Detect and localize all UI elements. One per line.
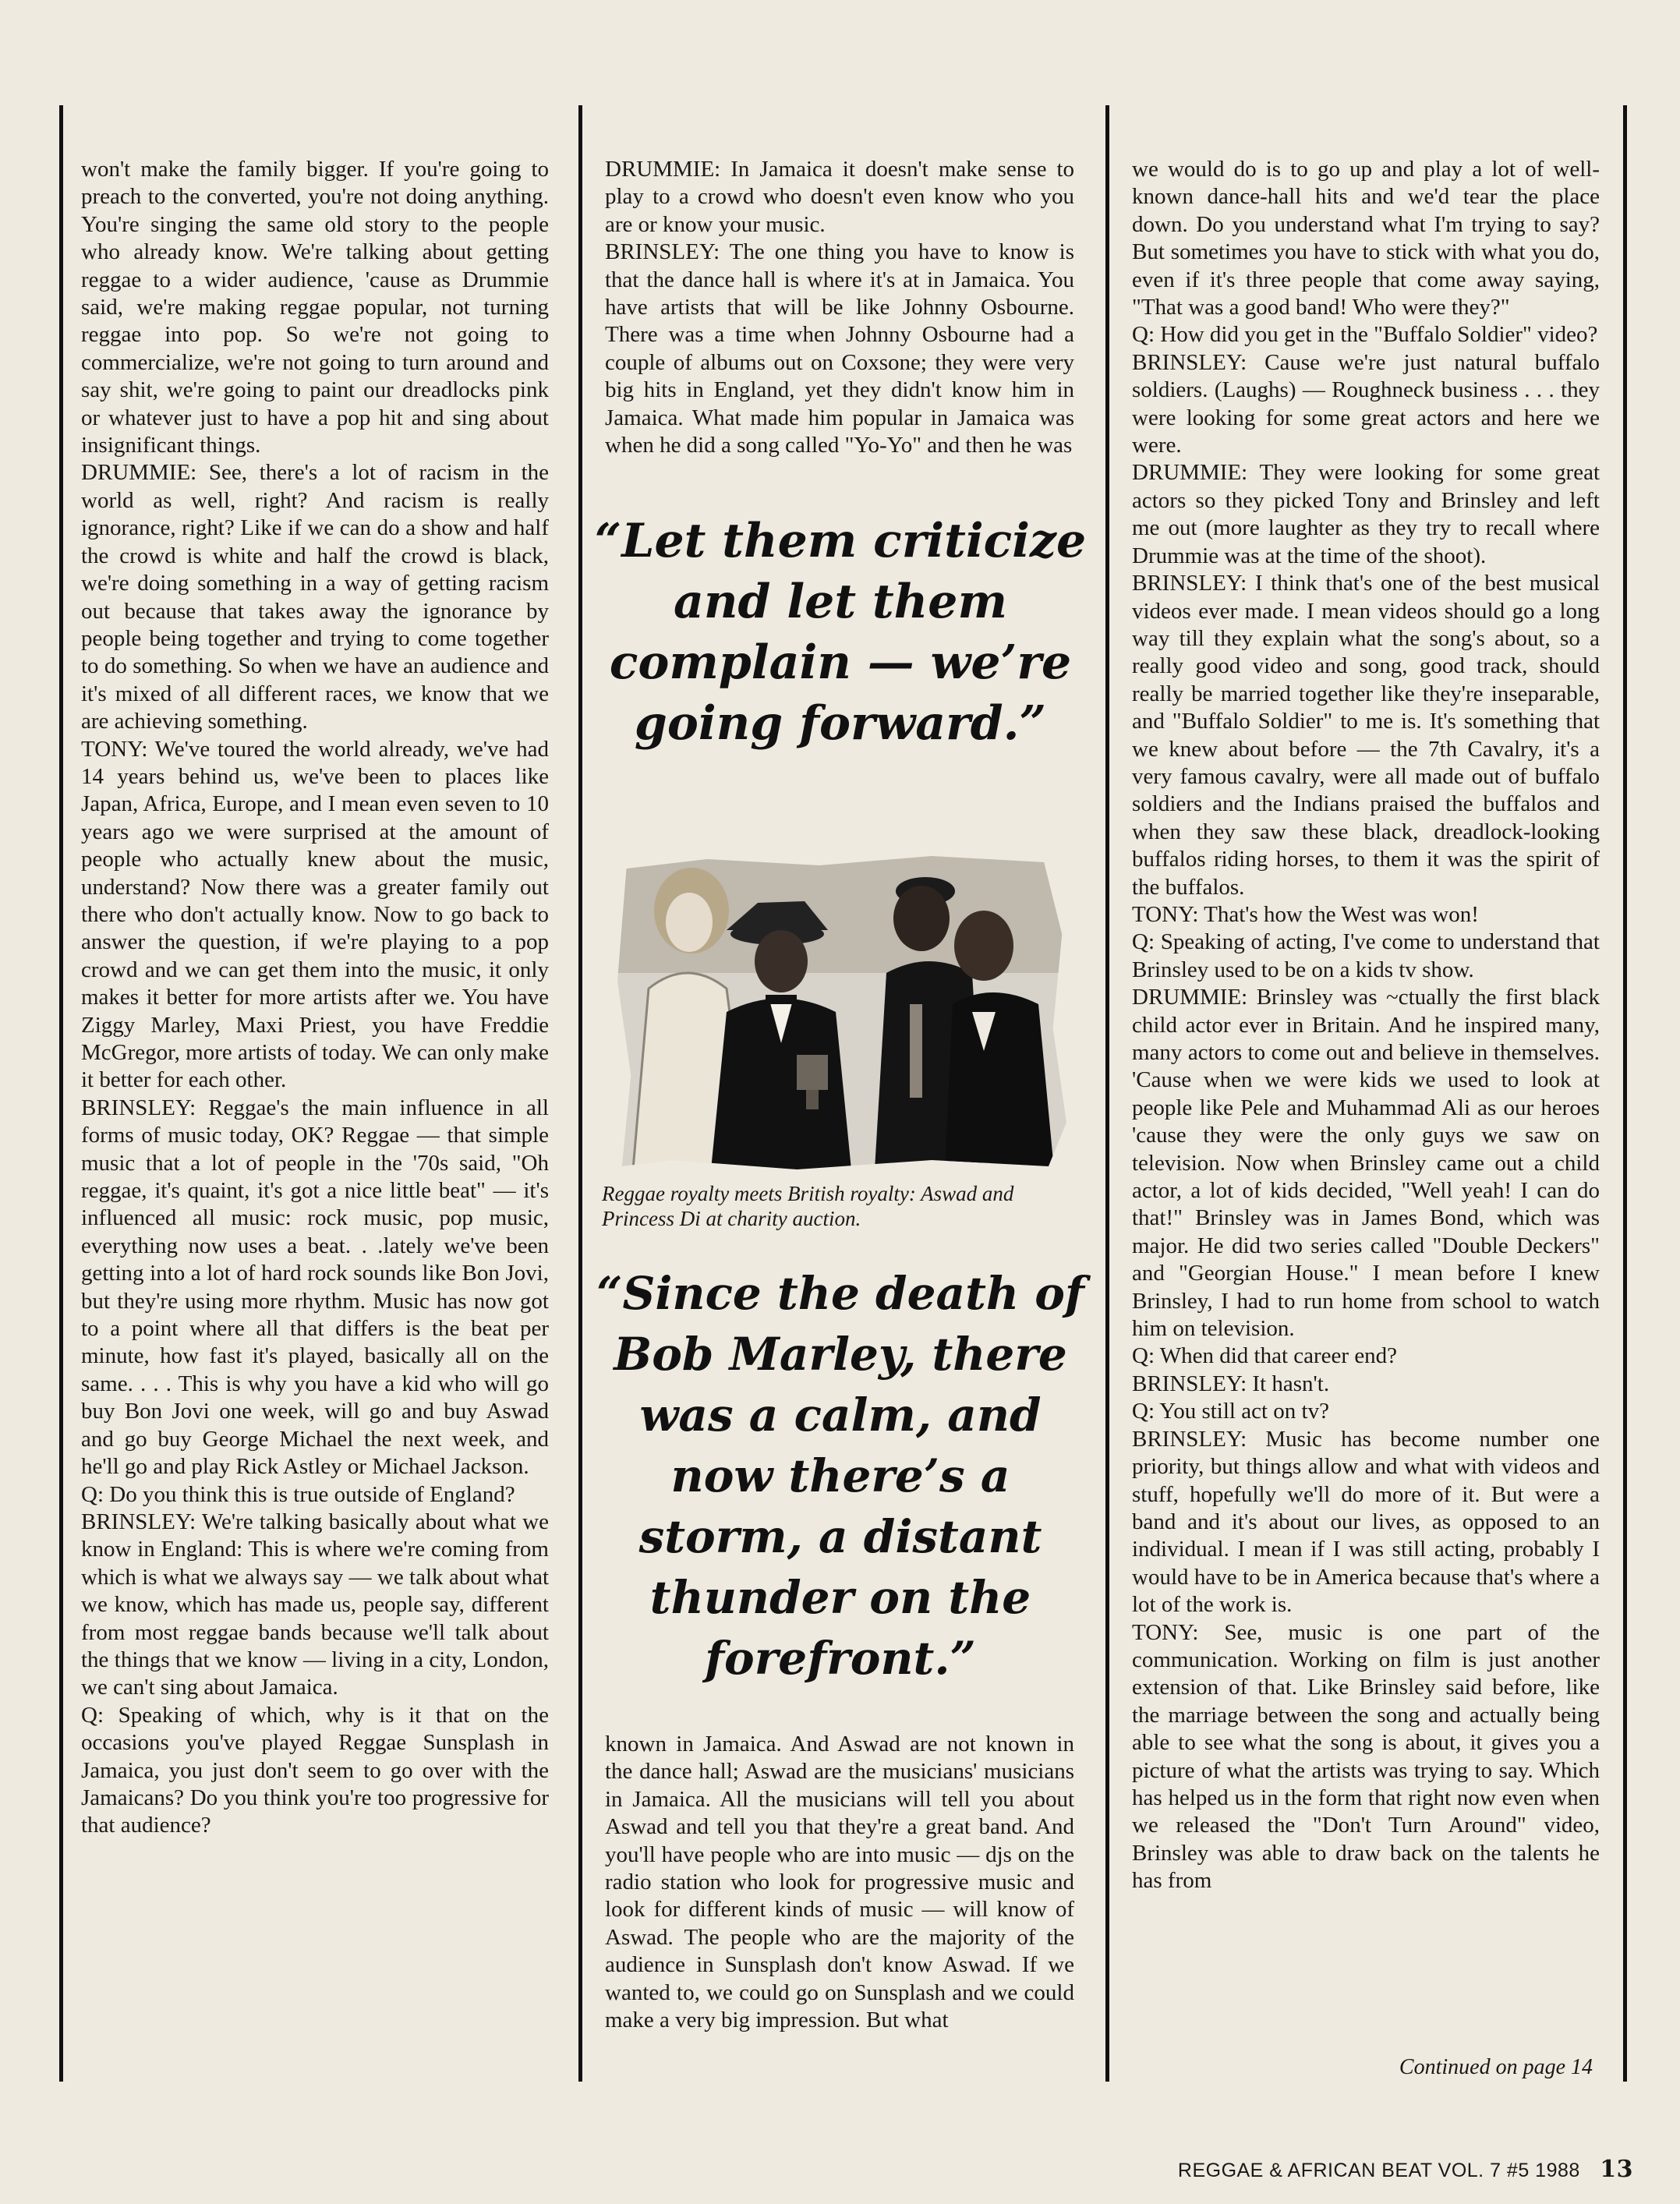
paragraph: BRINSLEY: We're talking basically about what we know in England: This is where we're coming from which is what we always say — we talk about what we know, which has made us, people say, different from most reggae bands because we'll talk about the things that we know — living in a city, London, we can't sing about Jamaica.: [81, 1509, 549, 1700]
article-column-3: [1132, 156, 1600, 2082]
paragraph: DRUMMIE: In Jamaica it doesn't make sense to play to a crowd who doesn't even know who you are or know your music.: [605, 157, 1074, 237]
paragraph: TONY: That's how the West was won!: [1132, 901, 1479, 927]
paragraph: BRINSLEY: I think that's one of the best musical videos ever made. I mean videos should go a long way till they explain what the song's about, so a really good video and song, good track, should really be married together like they're inseparable, and "Buffalo Soldier" to me is. It's something that we knew about before — the 7th Cavalry, it's a very famous cavalry, were all made out of buffalo soldiers and the Indians praised the buffalos and when they saw these black, dreadlock-looking buffalos riding horses, to them it was the spirit of the buffalos.: [1132, 571, 1600, 900]
pull-quote-2: “Since the death of Bob Marley, there was a calm, and now there’s a storm, a distant thunder on the forefront.”: [596, 1267, 1084, 1685]
pull-quote-1: “Let them criticize and let them complain — we’re going forward.”: [594, 514, 1087, 751]
paragraph: we would do is to go up and play a lot of well-known dance-hall hits and we'd tear the place down. Do you understand what I'm trying to say? But sometimes you have to stick with what you do, even if it's three people that come away saying, "That was a good band! Who were they?": [1132, 157, 1600, 320]
article-column-2-bottom: [605, 1731, 1074, 2082]
paragraph: DRUMMIE: See, there's a lot of racism in the world as well, right? And racism is really ignorance, right? Like if we can do a show and half the crowd is white and half the crowd is black, we're doing something in a way of getting racism out because that takes away the ignorance by people being together and trying to come together to do something. So when we have an audience and it's mixed of all different races, we know that we are achieving something.: [81, 460, 549, 734]
paragraph: TONY: See, music is one part of the communication. Working on film is just another extension of that. Like Brinsley said before, like the marriage between the song and actually being able to see what the song is about, it gives you a picture of what the artists was trying to say. Which has helped us in the form that right now even when we released the "Don't Turn Around" video, Brinsley was able to draw back on the talents he has from: [1132, 1619, 1600, 1894]
publication-name: REGGAE & AFRICAN BEAT VOL. 7 #5 1988: [1177, 2160, 1580, 2181]
page-number: 13: [1600, 2156, 1633, 2183]
paragraph: Q: Speaking of which, why is it that on the occasions you've played Reggae Sunsplash in Jamaica, you just don't seem to go over with the Jamaicans? Do you think you're too progressive for that audience?: [81, 1702, 549, 1838]
continued-link[interactable]: Continued on page 14: [1399, 2055, 1593, 2079]
paragraph: BRINSLEY: Music has become number one priority, but things allow and what with videos and stuff, hopefully we'll do more of it. But were a band and it's about our lives, as opposed to an individual. I mean if I was still acting, probably I would have to be in America because that's where a lot of the work is.: [1132, 1426, 1600, 1618]
photo-caption: Reggae royalty meets British royalty: Aswad and Princess Di at charity auction.: [602, 1182, 1014, 1230]
photo-image: [617, 856, 1066, 1169]
page-footer: [1178, 2156, 1633, 2183]
paragraph: BRINSLEY: Reggae's the main influence in all forms of music today, OK? Reggae — that simple music that a lot of people in the '70s said, "Oh reggae, it's quaint, it's got a nice little beat" — it's influenced all music: rock music, pop music, everything now uses a beat. . .lately we've been getting into a lot of hard rock sounds like Bon Jovi, but they're using more rhythm. Music has now got to a point where all that differs is the beat per minute, how fast it's played, basically all on the same. . . . This is why you have a kid who will go buy Bon Jovi one week, will go and buy Aswad and go buy George Michael the next week, and he'll go and play Rick Astley or Michael Jackson.: [81, 1095, 549, 1480]
paragraph: Q: You still act on tv?: [1132, 1399, 1329, 1424]
paragraph: TONY: We've toured the world already, we've had 14 years behind us, we've been to places like Japan, Africa, Europe, and I mean even seven to 10 years ago we were surprised at the amount of people who actually knew about the music, understand? Now there was a greater family out there who don't actually know. Now to go back to answer the question, if we're playing to a pop crowd and we can get them into the music, it only makes it better for more artists after we. You have Ziggy Marley, Maxi Priest, you have Freddie McGregor, more artists of today. We can only make it better for each other.: [81, 736, 549, 1093]
paragraph: Q: How did you get in the "Buffalo Soldier" video?: [1132, 322, 1598, 348]
paragraph: BRINSLEY: It hasn't.: [1132, 1371, 1330, 1396]
paragraph: won't make the family bigger. If you're going to preach to the converted, you're not doing anything. You're singing the same old story to the people who already know. We're talking about getting reggae to a wider audience, 'cause as Drummie said, we're making reggae popular, not turning reggae into pop. So we're not going to commercialize, we're not going to turn around and say shit, we're going to paint our dreadlocks pink or whatever just to have a pop hit and sing about insignificant things.: [81, 157, 549, 458]
article-column-2-top: [605, 156, 1074, 491]
column-rule-right: [1623, 105, 1627, 2082]
paragraph: DRUMMIE: Brinsley was ~ctually the first black child actor ever in Britain. And he inspired many, many actors to come out and believe in themselves. 'Cause when we were kids we used to look at people like Pele and Muhammad Ali as our heroes 'cause they were the only guys we saw on television. Now when Brinsley came out a child actor, a lot of kids decided, "Well yeah! I can do that!" Brinsley was in James Bond, which was major. He did two series called "Double Deckers" and "Georgian House." I mean before I knew Brinsley, I had to run home from school to watch him on television.: [1132, 985, 1600, 1342]
photo-illustration: [617, 856, 1066, 1169]
column-rule-middle-right: [1105, 105, 1109, 2082]
paragraph: BRINSLEY: The one thing you have to know is that the dance hall is where it's at in Jamaica. You have artists that will be like Johnny Osbourne. There was a time when Johnny Osbourne had a couple of albums out on Coxsone; they were very big hits in England, yet they didn't know him in Jamaica. What made him popular in Jamaica was when he did a song called "Yo-Yo" and then he was: [605, 239, 1074, 458]
paragraph: Q: Speaking of acting, I've come to understand that Brinsley used to be on a kids tv show.: [1132, 929, 1600, 982]
paragraph: DRUMMIE: They were looking for some great actors so they picked Tony and Brinsley and left me out (more laughter as they try to recall where Drummie was at the time of the shoot).: [1132, 460, 1600, 568]
paragraph: Q: When did that career end?: [1132, 1343, 1398, 1369]
paragraph: Q: Do you think this is true outside of England?: [81, 1481, 515, 1507]
article-column-1: [81, 156, 549, 2082]
paragraph: known in Jamaica. And Aswad are not known in the dance hall; Aswad are the musicians' musicians in Jamaica. All the musicians will tell you about Aswad and tell you that they're a great band. And you'll have people who are into music — djs on the radio station who look for progressive music and look for different kinds of music — will know of Aswad. The people who are the majority of the audience in Sunsplash don't know Aswad. If we wanted to, we could go on Sunsplash and we could make a very big impression. But what: [605, 1732, 1074, 2033]
paragraph: BRINSLEY: Cause we're just natural buffalo soldiers. (Laughs) — Roughneck business . . . they were looking for some great actors and here we were.: [1132, 349, 1600, 458]
column-rule-left: [59, 105, 63, 2082]
column-rule-middle-left: [578, 105, 582, 2082]
